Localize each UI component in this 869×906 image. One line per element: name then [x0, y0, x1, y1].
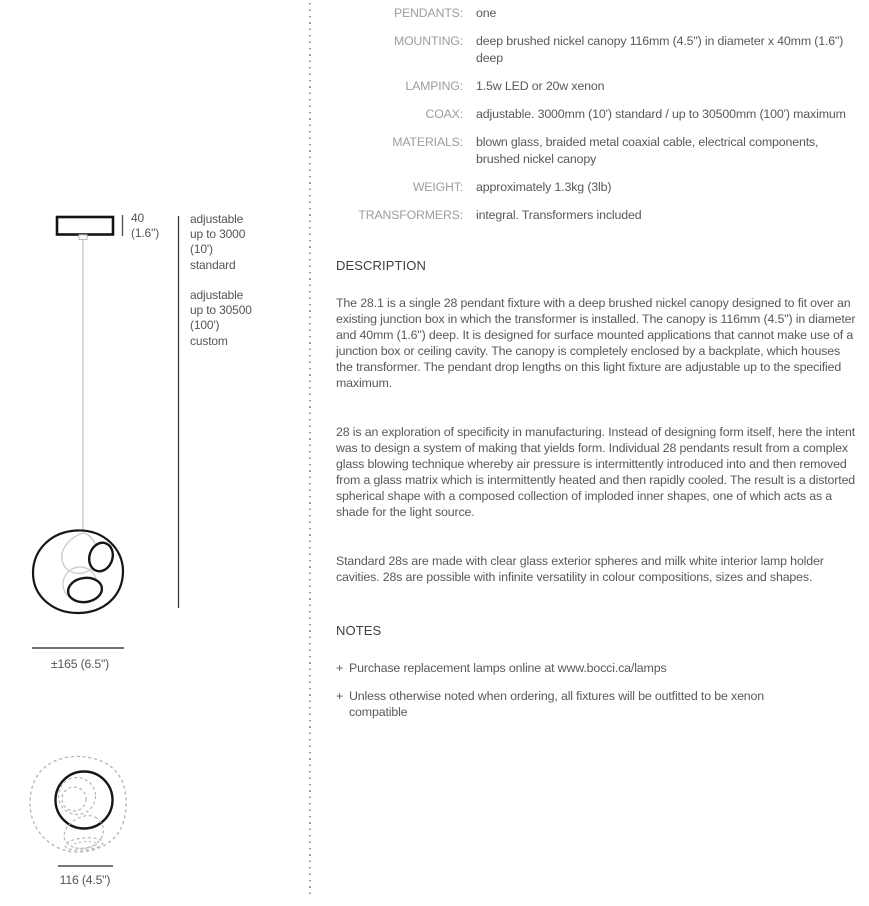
- drop-custom-line: adjustable: [190, 288, 244, 302]
- drop-custom-line: (100'): [190, 318, 220, 333]
- note-text: Unless otherwise noted when ordering, all fixtures will be outfitted to be xenon compatible: [349, 689, 765, 719]
- drop-standard-line: adjustable: [190, 212, 244, 226]
- spec-value: one: [476, 6, 497, 20]
- inner-cavity-dashed-small: [62, 787, 86, 811]
- spec-value: deep brushed nickel canopy 116mm (4.5") in diameter x 40mm (1.6") deep: [476, 34, 844, 65]
- spec-row-mounting: [336, 33, 860, 67]
- lamp-holder-base-ellipse: [65, 836, 104, 851]
- spec-value: adjustable. 3000mm (10') standard / up to 30500mm (100') maximum: [476, 107, 846, 121]
- pendant-technical-drawing: [0, 0, 310, 906]
- canopy-side-rect: [57, 217, 113, 235]
- note-item: [336, 688, 816, 720]
- description-heading: DESCRIPTION: [336, 258, 426, 273]
- note-item: [336, 660, 816, 676]
- spec-value: approximately 1.3kg (3lb): [476, 180, 612, 194]
- drop-standard-label: [190, 212, 245, 273]
- spec-row-lamping: [336, 78, 860, 95]
- note-text: Purchase replacement lamps online at www.bocci.ca/lamps: [349, 661, 667, 675]
- spec-table: [336, 5, 860, 224]
- drop-custom-label: [190, 288, 252, 349]
- spec-row-coax: [336, 106, 860, 123]
- inner-cavity-dashed-large: [59, 778, 96, 815]
- spec-value: 1.5w LED or 20w xenon: [476, 79, 605, 93]
- spec-content-column: [336, 0, 860, 720]
- spec-label: WEIGHT:: [412, 180, 463, 194]
- canopy-diameter-label: 116 (4.5"): [59, 873, 111, 887]
- spec-value: blown glass, braided metal coaxial cable, electrical components, brushed nickel canopy: [476, 135, 819, 166]
- spec-label: LAMPING:: [405, 79, 463, 93]
- spec-label: MATERIALS:: [392, 135, 463, 149]
- spec-row-materials: [336, 134, 860, 168]
- notes-list: [336, 660, 816, 720]
- spec-value: integral. Transformers included: [476, 208, 642, 222]
- spec-label: MOUNTING:: [393, 34, 463, 48]
- drop-custom-line: up to 30500: [190, 303, 252, 318]
- spec-label: PENDANTS:: [393, 6, 463, 20]
- spec-label: TRANSFORMERS:: [358, 208, 463, 222]
- drop-standard-line: up to 3000: [190, 227, 246, 242]
- dotted-divider: [309, 3, 311, 899]
- lamp-holder-dashed-outline: [64, 816, 103, 849]
- spec-label: COAX:: [425, 107, 463, 121]
- drop-standard-line: (10'): [190, 242, 213, 257]
- shade-cavity-lower-ellipse: [66, 576, 103, 604]
- spec-row-transformers: [336, 207, 860, 224]
- description-paragraph: 28 is an exploration of specificity in manufacturing. Instead of designing form itself, here the intent was to design a system of making that yields form. Individual 28 pendants result from a complex glass blowing technique whereby air pressure is intermittently introduced into and then removed from a glass matrix which is intermittently heated and then rapidly cooled. The result is a distorted spherical shape with a composed collection of imploded inner shapes, one of which acts as a shade for the light source.: [336, 425, 856, 519]
- drop-custom-line: custom: [190, 333, 228, 348]
- description-paragraph: Standard 28s are made with clear glass exterior spheres and milk white interior lamp holder cavities. 28s are possible with infinite versatility in colour compositions, sizes and shapes.: [336, 554, 824, 584]
- canopy-depth-in: (1.6"): [131, 226, 160, 241]
- canopy-depth-label: [131, 211, 159, 241]
- description-paragraph: The 28.1 is a single 28 pendant fixture with a deep brushed nickel canopy designed to fit over an existing junction box in which the transformer is installed. The canopy is 116mm (4.5") in diameter and 40mm (1.6") deep. It is designed for surface mounted applications that cannot make use of a junction box or ceiling cavity. The canopy is completely enclosed by a backplate, which houses the transformer. The pendant drop lengths on this light fixture are adjustable up to the specified maximum.: [336, 296, 856, 390]
- spec-row-weight: [336, 179, 860, 196]
- cable-connector-stub: [79, 235, 87, 240]
- spec-row-pendants: [336, 5, 860, 22]
- plus-bullet: +: [336, 689, 344, 703]
- canopy-circle-top-view: [56, 772, 113, 829]
- plus-bullet: +: [336, 661, 344, 675]
- drop-standard-line: standard: [190, 257, 236, 272]
- notes-heading: NOTES: [336, 623, 382, 638]
- canopy-depth-mm: 40: [131, 211, 145, 225]
- pendant-width-label: ±165 (6.5"): [50, 657, 110, 671]
